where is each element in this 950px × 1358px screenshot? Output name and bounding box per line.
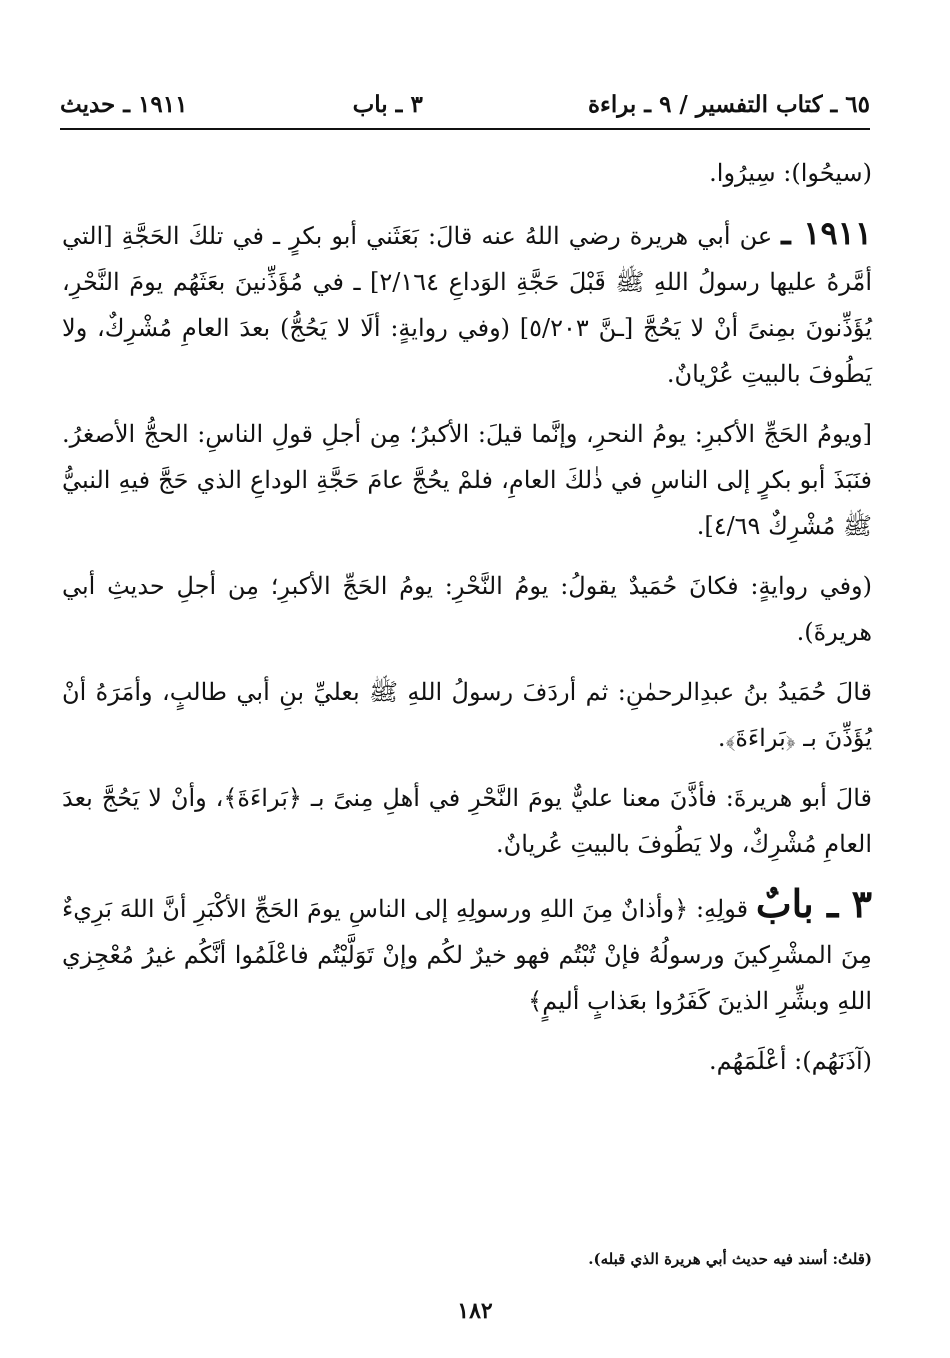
paragraph-hajj-akbar: [ويومُ الحَجِّ الأكبرِ: يومُ النحرِ، وإنَّما قيلَ: الأكبرُ؛ مِن أجلِ قولِ الناسِ: الحجُّ الأصغرُ. فنَبَذَ أبو بكرٍ إلى الناسِ في ذٰلكَ العامِ، فلمْ يحُجَّ عامَ حَجَّةِ الوداعِ الذي حَجَّ فيهِ النبيُّ ﷺ مُشْرِكٌ ٤/٦٩]. (62, 420, 872, 540)
header-chapter: ٦٥ ـ كتاب التفسير / ٩ ـ براءة (587, 90, 870, 118)
paragraph-abu-hurayra: قالَ أبو هريرةَ: فأذَّنَ معنا عليٌّ يومَ النَّحْرِ في أهلِ مِنىً بـ ﴿بَراءَةَ﴾، وأنْ لا يَحُجَّ بعدَ العامِ مُشْرِكٌ، ولا يَطُوفَ بالبيتِ عُريانٌ. (62, 784, 872, 858)
footnote: (قلتُ: أسند فيه حديث أبي هريرة الذي قبله). (588, 1250, 872, 1268)
page-number: ١٨٢ (457, 1298, 493, 1324)
bab-number: ٣ ـ بابٌ (755, 881, 872, 926)
header-hadith: ١٩١١ ـ حديث (60, 90, 188, 118)
running-header (60, 80, 870, 130)
paragraph-humaid-bin-abdurrahman: قالَ حُمَيدُ بنُ عبدِالرحمٰنِ: ثم أردَفَ رسولُ اللهِ ﷺ بعليِّ بنِ أبي طالبٍ، وأمَرَهُ أنْ يُؤَذِّنَ بـ ﴿بَراءَةَ﴾. (62, 678, 872, 752)
paragraph-adhanahum: (آذَنَهُم): أعْلَمَهُم. (709, 1047, 872, 1075)
bab-text: قولِهِ: ﴿وأذانٌ مِنَ اللهِ ورسولِهِ إلى الناسِ يومَ الحَجِّ الأكْبَرِ أنَّ اللهَ بَرِيءٌ مِنَ المشْرِكينَ ورسولُهُ فإنْ تُبْتُم فهو خيرٌ لكُم وإنْ تَوَلَّيْتُم فاعْلَمُوا أنَّكُم غيرُ مُعْجِزي اللهِ وبشِّرِ الذينَ كَفَرُوا بعَذابٍ أليمٍ﴾ (62, 895, 872, 1015)
bab-3-heading (62, 881, 872, 1024)
hadith-1911 (62, 210, 872, 397)
header-bab: ٣ ـ باب (352, 90, 423, 118)
main-text (62, 150, 872, 1098)
hadith-text: عن أبي هريرة رضي اللهُ عنه قالَ: بَعَثَني أبو بكرٍ ـ في تلكَ الحَجَّةِ [التي أمَّرهُ عليها رسولُ اللهِ ﷺ قَبْلَ حَجَّةِ الوَداعِ ٢/١٦٤] ـ في مُؤَذِّنينَ بعَثَهُم يومَ النَّحْرِ، يُؤَذِّنونَ بمِنىً أنْ لا يَحُجَّ [ـنَّ ٥/٢٠٣] (وفي روايةٍ: ألَا لا يَحُجُّ) بعدَ العامِ مُشْرِكٌ، ولا يَطُوفَ بالبيتِ عُرْيانٌ. (62, 222, 873, 388)
paragraph-siyhu: (سيحُوا): سِيرُوا. (709, 159, 872, 187)
paragraph-humaid-riwaya: (وفي روايةٍ: فكانَ حُمَيدٌ يقولُ: يومُ النَّحْرِ: يومُ الحَجِّ الأكبرِ؛ مِن أجلِ حديثِ أبي هريرةَ). (62, 572, 873, 646)
hadith-number: ١٩١١ ـ (781, 214, 872, 252)
